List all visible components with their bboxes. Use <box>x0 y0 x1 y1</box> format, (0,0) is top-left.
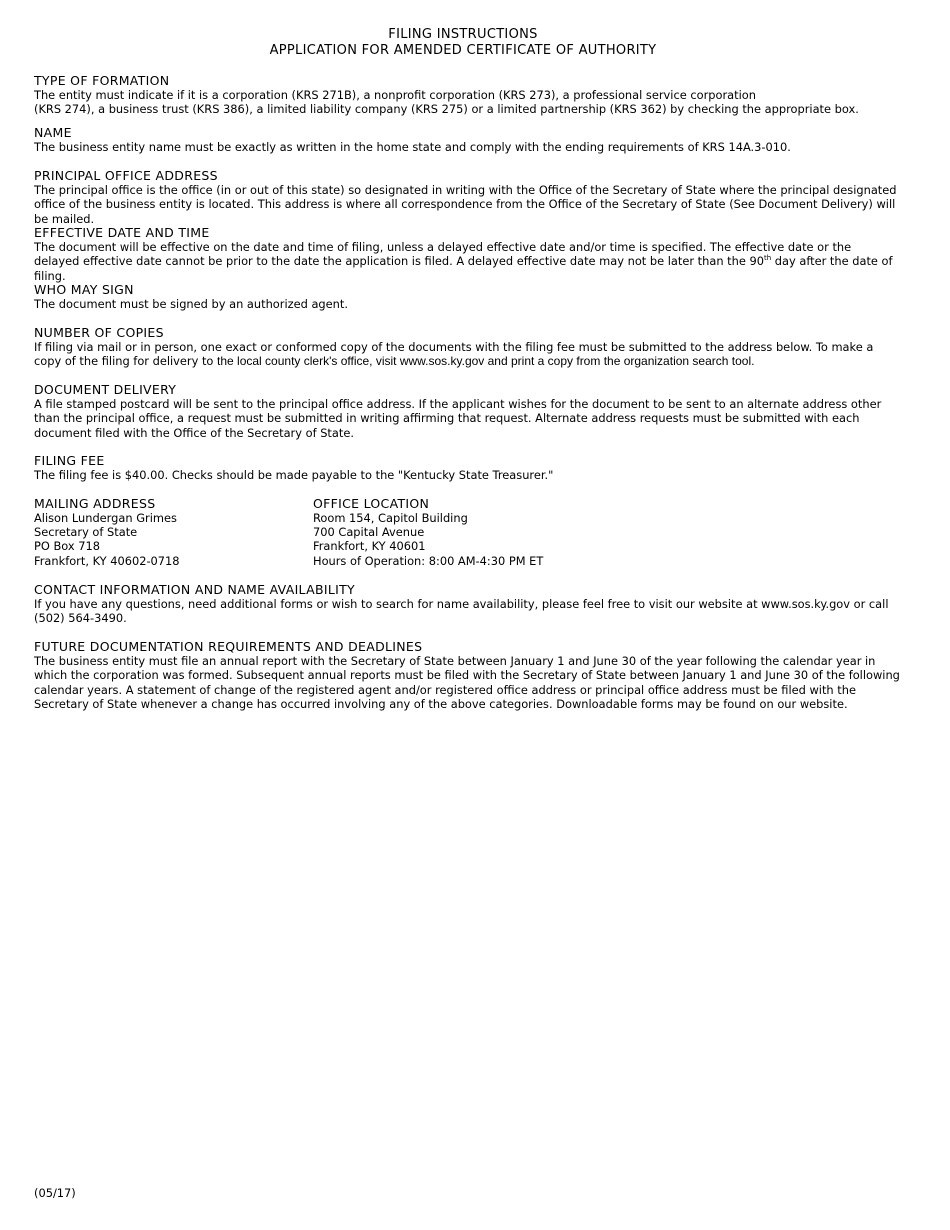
office-location-block <box>313 496 543 568</box>
section-heading: OFFICE LOCATION <box>313 496 430 511</box>
section-text: The business entity name must be exactly as written in the home state and comply with the ending requirements of KRS 14A.3-010. <box>34 140 791 154</box>
address-line: Room 154, Capitol Building <box>313 511 468 525</box>
text-line: (KRS 274), a business trust (KRS 386), a limited liability company (KRS 275) or a limited partnership (KRS 362) by checking the appropriate box. <box>34 102 859 117</box>
number-of-copies-section <box>34 325 900 369</box>
section-text: The document must be signed by an authorized agent. <box>34 297 348 311</box>
section-heading: CONTACT INFORMATION AND NAME AVAILABILITY <box>34 582 355 597</box>
section-text <box>34 88 900 117</box>
text-run: The document will be effective on the date and time of filing, unless a delayed effective date and/or time is specified. The effective date or the delayed effective date cannot be prior to the date the application is filed. A delayed effective date may not be later than the 90 <box>34 240 852 269</box>
section-heading: TYPE OF FORMATION <box>34 73 170 88</box>
document-subtitle: APPLICATION FOR AMENDED CERTIFICATE OF AUTHORITY <box>269 43 657 58</box>
section-heading: NUMBER OF COPIES <box>34 325 164 340</box>
text-run: If filing via mail or in person, one exact or conformed copy of the documents with the filing fee must be submitted to the address below. To make a copy of the filing for delivery to <box>34 340 874 369</box>
section-text <box>34 240 900 283</box>
section-heading: PRINCIPAL OFFICE ADDRESS <box>34 168 218 183</box>
section-text: The filing fee is $40.00. Checks should be made payable to the "Kentucky State Treasurer." <box>34 468 554 482</box>
name-section <box>34 125 900 154</box>
mailing-address-block <box>34 496 180 568</box>
text-line: The entity must indicate if it is a corporation (KRS 271B), a nonprofit corporation (KRS 273), a professional service corporation <box>34 88 756 102</box>
principal-office-section <box>34 168 900 226</box>
address-line: Secretary of State <box>34 525 138 540</box>
address-line: Frankfort, KY 40601 <box>313 539 426 554</box>
section-heading: WHO MAY SIGN <box>34 282 134 297</box>
section-heading: DOCUMENT DELIVERY <box>34 382 177 397</box>
address-line: Alison Lundergan Grimes <box>34 511 177 525</box>
document-delivery-section <box>34 382 900 440</box>
address-line: 700 Capital Avenue <box>313 525 425 540</box>
text-run: the local county clerk's office, visit www.sos.ky.gov and print a copy from the organization search tool. <box>217 354 755 369</box>
filing-fee-section <box>34 453 900 482</box>
section-heading: EFFECTIVE DATE AND TIME <box>34 225 210 240</box>
text-run: day after the date of filing. <box>34 254 893 283</box>
section-heading: FUTURE DOCUMENTATION REQUIREMENTS AND DEADLINES <box>34 639 423 654</box>
office-hours: Hours of Operation: 8:00 AM-4:30 PM ET <box>313 553 544 568</box>
section-text <box>34 340 900 369</box>
who-may-sign-section <box>34 282 900 311</box>
effective-date-section <box>34 225 900 283</box>
section-text: If you have any questions, need additional forms or wish to search for name availability, please feel free to visit our website at www.sos.ky.gov or call (502) 564-3490. <box>34 597 889 626</box>
revision-date: (05/17) <box>34 1186 76 1200</box>
ordinal-superscript: th <box>763 254 772 263</box>
address-line: Frankfort, KY 40602-0718 <box>34 553 180 568</box>
type-of-formation-section <box>34 73 900 117</box>
document-title: FILING INSTRUCTIONS <box>388 27 538 42</box>
address-line: PO Box 718 <box>34 539 100 554</box>
section-text: A file stamped postcard will be sent to the principal office address. If the applicant wishes for the document to be sent to an alternate address other than the principal office, a request must be submitted in writing affirming that request. Alternate address requests must be submitted with each document filed with the Office of the Secretary of State. <box>34 397 882 440</box>
section-text: The business entity must file an annual report with the Secretary of State between January 1 and June 30 of the year following the calendar year in which the corporation was formed. Subsequent annual reports must be filed with the Secretary of State between January 1 and June 30 of the following calendar years. A statement of change of the registered agent and/or registered office address or principal office address must be filed with the Secretary of State whenever a change has occurred involving any of the above categories. Downloadable forms may be found on our website. <box>34 654 900 712</box>
contact-section <box>34 582 900 626</box>
section-heading: NAME <box>34 125 72 140</box>
section-heading: FILING FEE <box>34 453 105 468</box>
section-text: The principal office is the office (in or out of this state) so designated in writing with the Office of the Secretary of State where the principal designated office of the business entity is located. This address is where all correspondence from the Office of the Secretary of State (See Document Delivery) will be mailed. <box>34 183 897 226</box>
section-heading: MAILING ADDRESS <box>34 496 156 511</box>
document-header <box>0 27 926 59</box>
future-requirements-section <box>34 639 900 712</box>
